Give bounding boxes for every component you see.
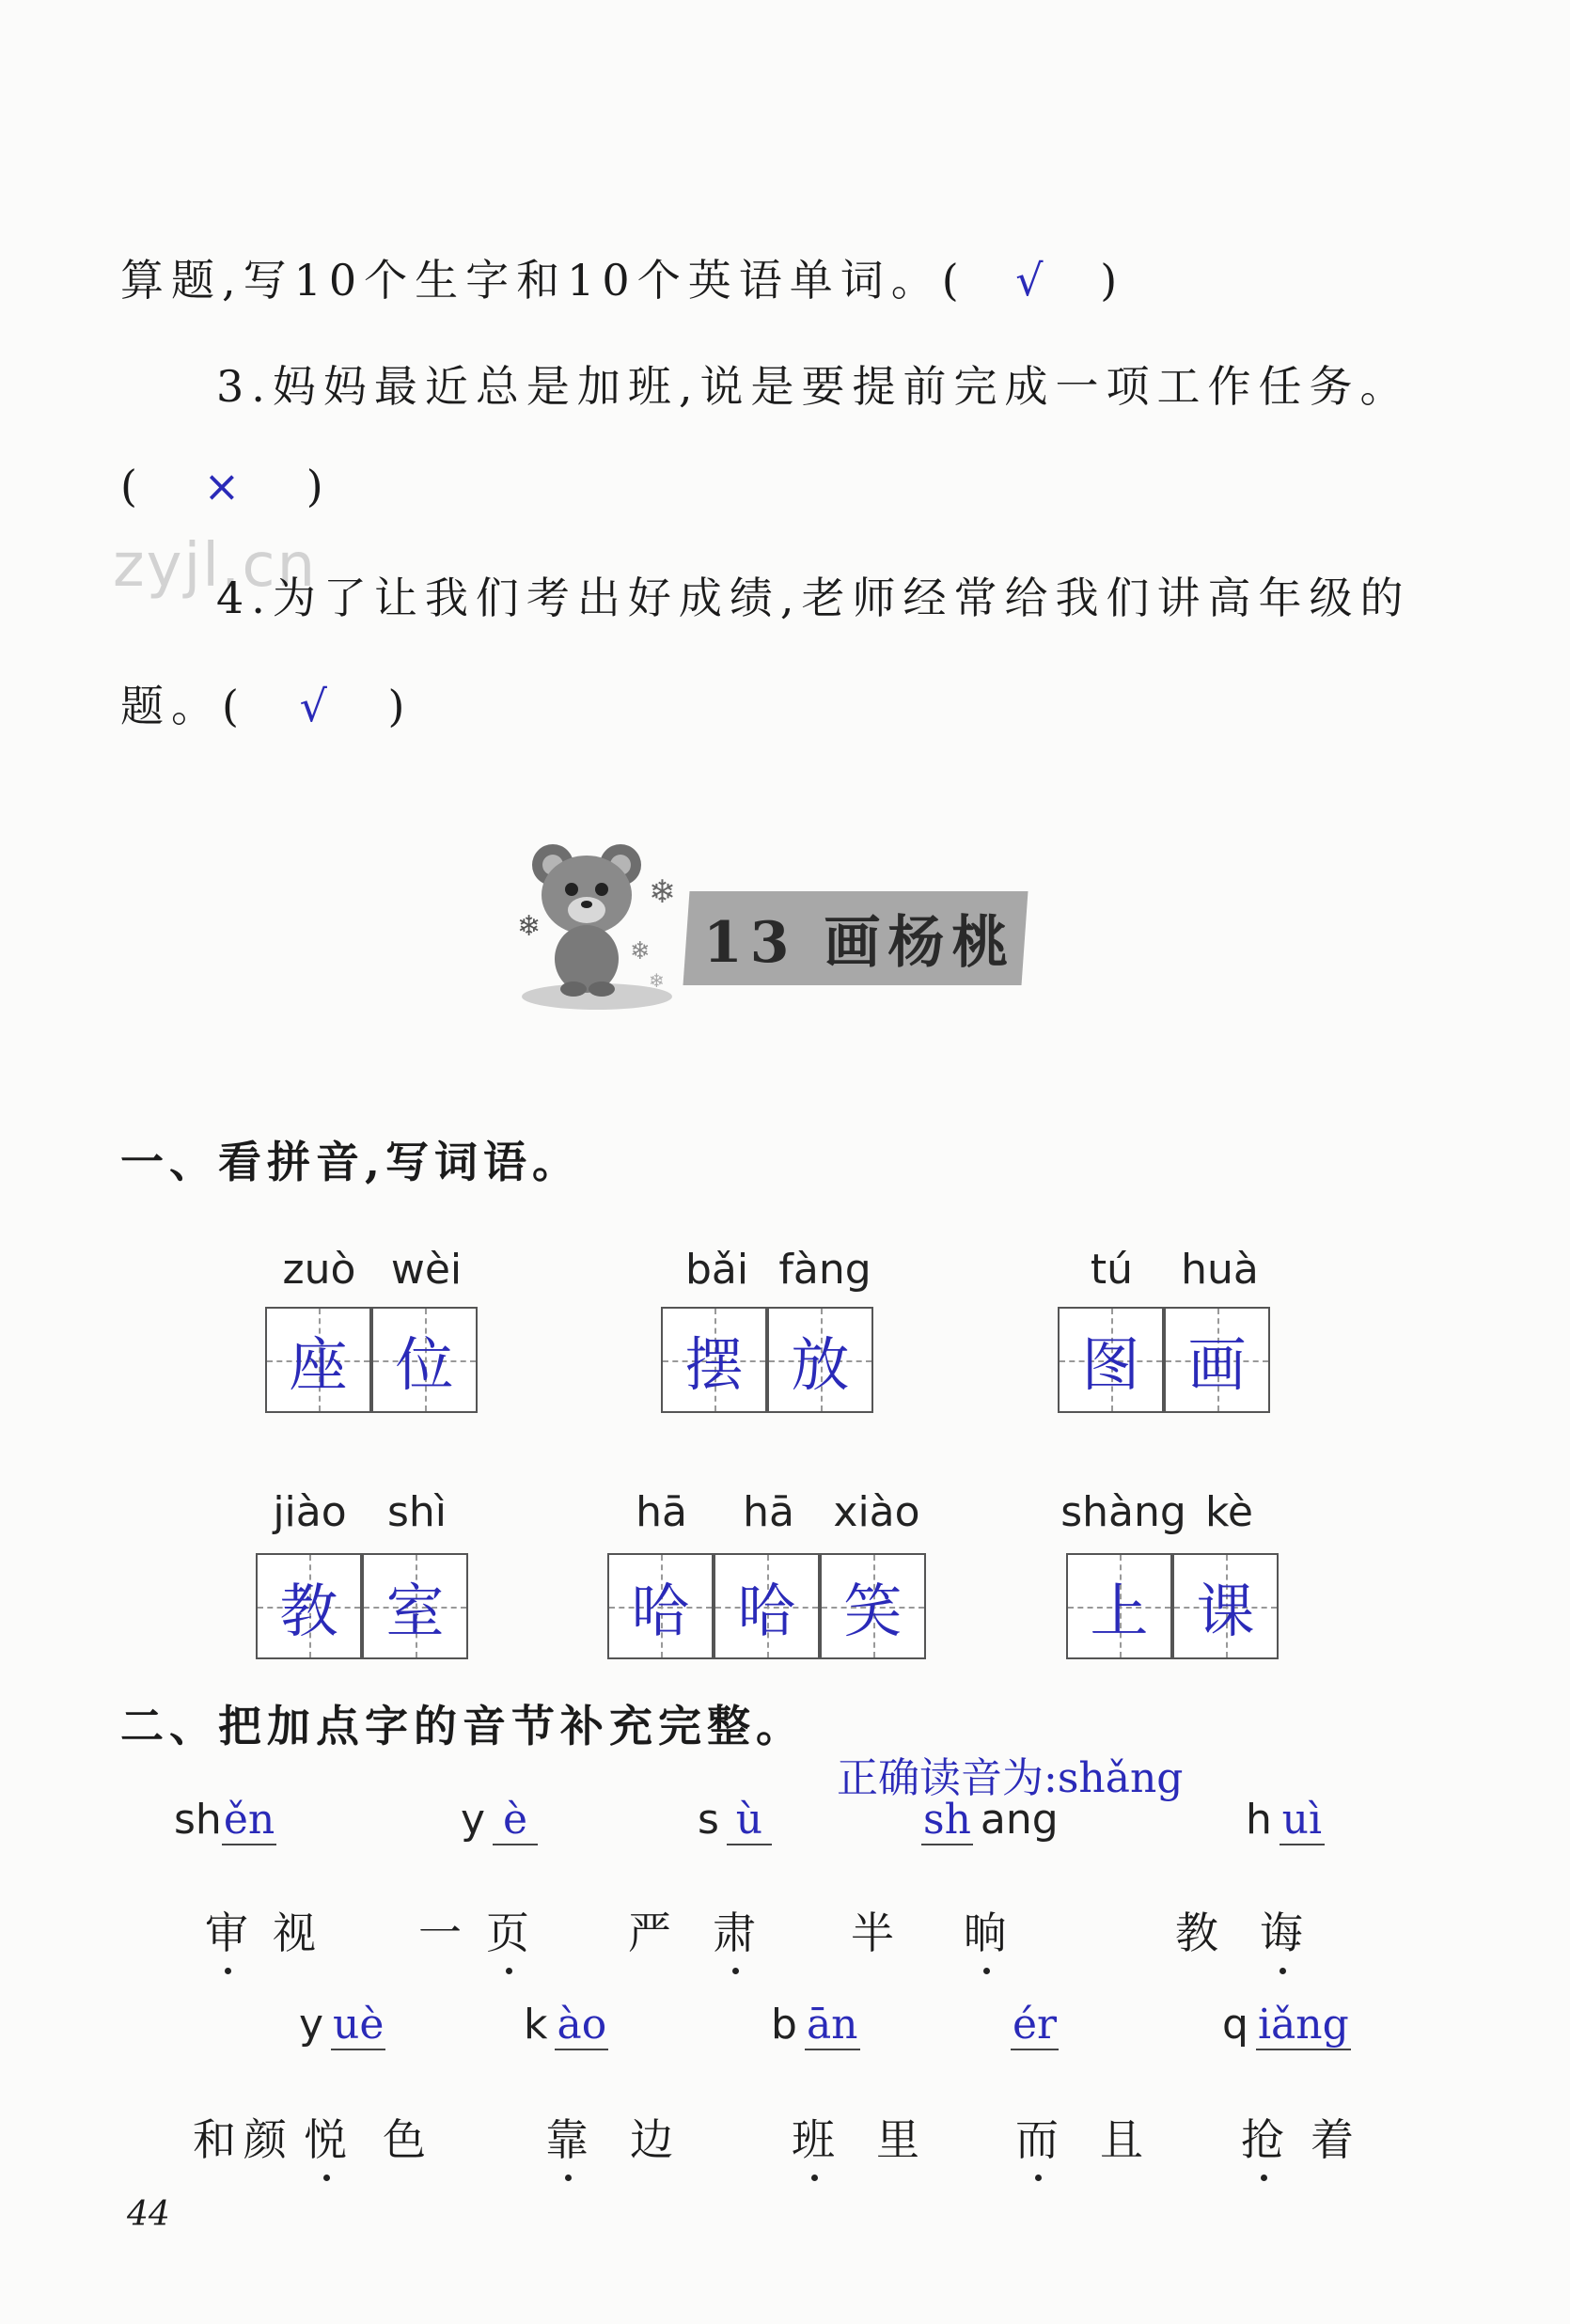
syllable-prefix: y [461,1796,486,1844]
char-answer: 座 [289,1330,348,1399]
syllable-answer: uè [333,2001,385,2049]
char: 严 [628,1908,679,1958]
char-answer: 笑 [843,1577,903,1645]
paren-open: ( [120,461,145,511]
syllable-2 [461,1796,538,1845]
pinyin: xiào [833,1488,920,1536]
dotted-char: 晌 [964,1899,1014,1961]
dotted-char: 靠 [545,2106,596,2168]
page-number: 44 [127,2195,170,2234]
syllable-answer: è [493,1796,538,1845]
pinyin: hā [743,1488,794,1536]
syllable-8 [771,2001,860,2050]
pinyin: kè [1205,1488,1253,1536]
syllable-10 [1222,2001,1351,2050]
word-yiye [418,1899,537,1961]
dotted-char: 班 [792,2106,842,2168]
pinyin: hā [636,1488,687,1536]
dotted-char: 抢 [1241,2106,1292,2168]
word-heyanyuese [193,2106,433,2168]
syllable-answer: uì [1280,1796,1325,1845]
syllable-answer: ér [1013,2001,1058,2049]
syllable-answer: ào [557,2001,607,2049]
pinyin: huà [1181,1246,1259,1294]
char-answer: 上 [1090,1577,1149,1645]
char-box [661,1307,767,1413]
line-1 [120,246,1124,308]
chars: 和颜 [193,2114,294,2165]
dotted-char: 页 [486,1899,537,1961]
pinyin: shì [386,1488,447,1536]
watermark: zyjl.cn [113,531,318,601]
char: 色 [383,2114,433,2165]
word-kaobian [545,2106,681,2168]
line-1-close: ) [1100,255,1125,306]
svg-text:❄: ❄ [630,937,651,966]
pinyin: wèi [390,1246,463,1294]
pinyin: fàng [778,1246,871,1294]
char-box [1058,1307,1164,1413]
char: 半 [851,1908,902,1958]
syllable-9 [1011,2001,1059,2050]
syllable-6 [299,2001,385,2050]
syllable-7 [524,2001,608,2050]
answer-cross-3: × [203,461,248,511]
pinyin: bǎi [684,1246,749,1294]
syllable-prefix: k [524,2001,548,2049]
char-box [256,1553,362,1659]
syllable-answer: iǎng [1257,2001,1349,2049]
char-answer: 教 [279,1577,338,1645]
char-box [371,1307,478,1413]
syllable-4 [921,1796,1059,1845]
char-box [607,1553,714,1659]
section-1-heading: 一、看拼音,写词语。 [120,1137,582,1187]
answer-check-4: √ [299,681,335,731]
syllable-5 [1246,1796,1325,1845]
word-erqie [1015,2106,1151,2168]
dotted-char: 而 [1015,2106,1066,2168]
pinyin: zuò [282,1246,356,1294]
question-4-cont [120,672,412,734]
dotted-char: 诲 [1260,1899,1311,1961]
svg-text:❄: ❄ [649,969,665,992]
syllable-prefix: s [698,1796,719,1844]
char: 里 [876,2114,927,2165]
svg-text:❄: ❄ [517,910,542,943]
syllable-prefix: sh [174,1796,222,1844]
bear-icon [508,827,696,1015]
syllable-prefix: y [299,2001,324,2049]
syllable-answer: ěn [223,1796,275,1844]
syllable-prefix: q [1222,2001,1248,2049]
char-answer: 摆 [684,1330,744,1399]
answer-check-1: √ [1015,255,1051,306]
char: 且 [1100,2114,1151,2165]
word-banli [792,2106,927,2168]
char: 一 [418,1908,469,1958]
syllable-answer: ù [727,1796,772,1845]
char-box [265,1307,371,1413]
char-answer: 放 [791,1330,850,1399]
syllable-answer: sh [923,1796,971,1844]
section-2-heading: 二、把加点字的音节补充完整。 [120,1701,805,1751]
word-yansu [628,1899,763,1961]
syllable-prefix: b [771,2001,797,2049]
dotted-char: 悦 [304,2106,354,2168]
char-box [1164,1307,1270,1413]
pinyin: tú [1090,1246,1134,1294]
char: 教 [1175,1908,1226,1958]
char-box [1066,1553,1172,1659]
syllable-1 [174,1796,276,1845]
char: 着 [1311,2114,1361,2165]
lesson-title: 13 画杨桃 [703,910,1016,976]
char-answer: 哈 [737,1577,796,1645]
word-jiaohui [1175,1899,1311,1961]
question-4-cont-text: 题。( [120,681,246,731]
question-3-answer [120,461,331,511]
paren-close-4: ) [387,681,413,731]
syllable-suffix: ang [980,1796,1059,1844]
dotted-char: 肃 [713,1899,763,1961]
pinyin: shàng [1060,1488,1186,1536]
syllable-3 [698,1796,772,1845]
char-answer: 画 [1187,1330,1247,1399]
char-answer: 位 [395,1330,454,1399]
char-box [1172,1553,1279,1659]
correction-note: 正确读音为:shǎng [837,1754,1184,1802]
char: 视 [273,1908,323,1958]
word-shenshi [205,1899,323,1961]
char-answer: 室 [385,1577,445,1645]
syllable-prefix: h [1246,1796,1272,1844]
char-box [714,1553,820,1659]
word-qiangzhe [1241,2106,1361,2168]
pinyin: jiào [273,1488,347,1536]
syllable-answer: ān [806,2001,858,2049]
paren-close: ) [306,461,331,511]
word-banshang [851,1899,1014,1961]
char-box [820,1553,926,1659]
char-box [362,1553,468,1659]
question-3: 3.妈妈最近总是加班,说是要提前完成一项工作任务。 [216,361,1411,412]
char-answer: 哈 [631,1577,690,1645]
char-answer: 课 [1196,1577,1255,1645]
char-box [767,1307,873,1413]
question-4: 4.为了让我们考出好成绩,老师经常给我们讲高年级的 [216,573,1411,623]
svg-text:❄: ❄ [649,873,676,911]
dotted-char: 审 [205,1899,256,1961]
line-1-text: 算题,写10个生字和10个英语单词。( [120,255,966,306]
char-answer: 图 [1081,1330,1140,1399]
char: 边 [630,2114,681,2165]
